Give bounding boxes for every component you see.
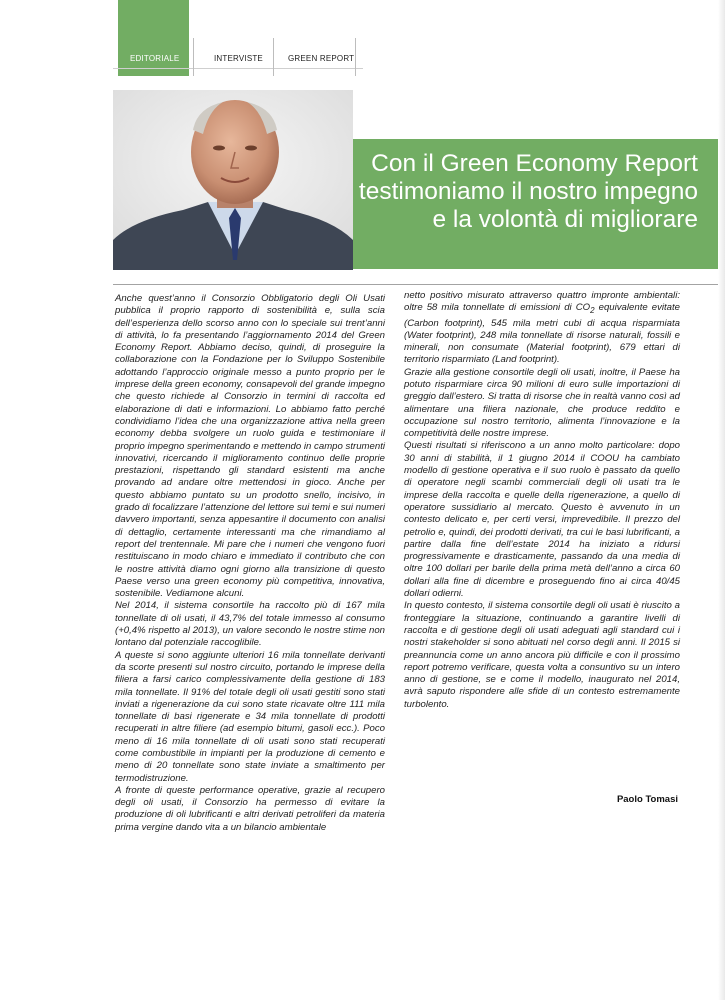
portrait-photo bbox=[113, 90, 353, 270]
article-paragraph: In questo contesto, il sistema consortile degli oli usati è riuscito a fronteggiare la situazione, continuando a garantire livelli di raccolta e di gestione degli oli usati adeguati agli standard cui i nostri stakeholder si sono abituati nel corso degli anni. Il 2015 si preannuncia come un anno ancora più difficile e con il prossimo report potremo verificare, questa volta a consuntivo su un intero anno di gestione, se e come il modello, inaugurato nel 2014, avrà saputo rispondere alle sfide di un contesto estremamente turbolento. bbox=[404, 600, 680, 710]
article-paragraph: Grazie alla gestione consortile degli oli usati, inoltre, il Paese ha potuto risparmiare circa 90 milioni di euro sulle importazioni di greggio dall’estero. Si tratta di risorse che in realtà vanno così ad alimentare una filiera nazionale, che produce reddito e occupazione sul nostro territorio, alimenta l’innovazione e la competitività delle nostre imprese. bbox=[404, 366, 680, 440]
nav-divider bbox=[273, 38, 274, 76]
section-divider bbox=[113, 284, 725, 285]
paragraph-text: netto positivo misurato attraverso quattro impronte ambientali: oltre 58 mila tonnellate di emissioni di CO bbox=[404, 290, 680, 314]
nav-divider bbox=[193, 38, 194, 76]
tab-green-report[interactable]: GREEN REPORT bbox=[288, 54, 355, 63]
tab-editoriale[interactable]: EDITORIALE bbox=[130, 54, 180, 63]
author-portrait bbox=[113, 90, 353, 270]
author-signature: Paolo Tomasi bbox=[616, 794, 678, 805]
nav-active-block bbox=[118, 0, 189, 76]
subscript-text: 2 bbox=[590, 306, 595, 316]
paragraph-text: equivalente evitate (Carbon footprint), 545 mila metri cubi di acqua risparmiata (Water footprint), 248 mila tonnellate di risorse naturali, fossili e minerali, non consumate (Material footprint), 679 ettari di territorio risparmiato (Land footprint). bbox=[404, 302, 680, 366]
headline-line: testimoniamo il nostro impegno bbox=[358, 178, 698, 205]
article-column-right bbox=[404, 290, 680, 711]
article-paragraph: Questi risultati si riferiscono a un anno molto particolare: dopo 30 anni di stabilità, il 1 giugno 2014 il COOU ha cambiato modello di gestione operativa e il suo ruolo è passato da quello di operatore negli scambi commerciali degli oli usati tra le imprese della raccolta e quelle della rigenerazione, a quello di operatore sussidiario al mercato. Questo è avvenuto in un contesto delicato e, per certi versi, imprevedibile. Il prezzo del petrolio e, quindi, dei prodotti derivati, tra cui le basi lubrificanti, a partire dalla fine dell’estate 2014 ha iniziato a ridursi progressivamente e drasticamente, passando da una media di oltre 100 dollari per barile della prima metà dell’anno a circa 60 dollari alla fine di dicembre e proseguendo fino ai circa 40/45 dollari odierni. bbox=[404, 440, 680, 600]
article-paragraph: Nel 2014, il sistema consortile ha raccolto più di 167 mila tonnellate di oli usati, il 43,7% del totale immesso al consumo (+0,4% rispetto al 2013), un valore secondo le nostre stime non lontano dal potenziale raccoglibile. bbox=[115, 600, 385, 649]
article-paragraph: Anche quest’anno il Consorzio Obbligatorio degli Oli Usati pubblica il proprio rapporto di sostenibilità e, sulla scia dell’esperienza dello scorso anno con lo speciale sui trent’anni di attività, lo fa presentando l’aggiornamento 2014 del Green Economy Report. Abbiamo deciso, quindi, di proseguire la collaborazione con la Fondazione per lo Sviluppo Sostenibile adottando l’approccio originale messo a punto proprio per le imprese della green economy, consapevoli del grande impegno che questo richiede al Consorzio in termini di raccolta ed elaborazione di dati e informazioni. Lo abbiamo fatto perché condividiamo l’idea che una organizzazione attiva nella green economy debba svolgere un ruolo guida e testimoniare il proprio impegno sperimentando e mettendo in campo strumenti innovativi, ricercando il miglioramento continuo delle proprie prestazioni, rispettando gli standard esistenti ma anche provando ad andare oltre mettendosi in gioco. Anche per questo abbiamo puntato su un prodotto snello, incisivo, in grado di focalizzare l’attenzione del lettore sui temi e sui numeri davvero importanti, senza appesantire il documento con analisi di dettaglio, certamente interessanti ma che rimandiamo al report del trentennale. Mi pare che i numeri che vengono fuori restituiscano in modo chiaro e immediato il contributo che con le nostre attività diamo ogni giorno alla transizione di questo Paese verso una green economy più competitiva, innovativa, sostenibile. Vediamone alcuni. bbox=[115, 293, 385, 600]
nav-divider bbox=[355, 38, 356, 76]
article-paragraph: A queste si sono aggiunte ulteriori 16 mila tonnellate derivanti da scorte presenti sul nostro circuito, portando le imprese della filiera a farsi carico complessivamente della gestione di 183 mila tonnellate. Il 91% del totale degli oli usati gestiti sono stati inviati a rigenerazione da cui sono state ricavate oltre 111 mila tonnellate di basi rigenerate e 34 mila tonnellate di prodotti recuperati in altre filiere (ad esempio bitumi, gasoli ecc.). Poco meno di 16 mila tonnellate di oli usati sono stati recuperati come combustibile in impianti per la produzione di cemento e meno di 20 tonnellate sono state inviate a smaltimento per termodistruzione. bbox=[115, 649, 385, 784]
tab-interviste[interactable]: INTERVISTE bbox=[214, 54, 263, 63]
headline-line: e la volontà di migliorare bbox=[432, 206, 698, 233]
article-paragraph bbox=[404, 290, 680, 367]
page-fold-shadow bbox=[718, 0, 725, 1000]
article-paragraph: A fronte di queste performance operative, grazie al recupero degli oli usati, il Consorzio ha permesso di evitare la produzione di oli lubrificanti e altri derivati petroliferi da materia prima vergine dando vita a un bilancio ambientale bbox=[115, 784, 385, 833]
headline-line: Con il Green Economy Report bbox=[371, 150, 698, 177]
nav-baseline bbox=[113, 68, 363, 69]
article-column-left bbox=[115, 293, 385, 834]
